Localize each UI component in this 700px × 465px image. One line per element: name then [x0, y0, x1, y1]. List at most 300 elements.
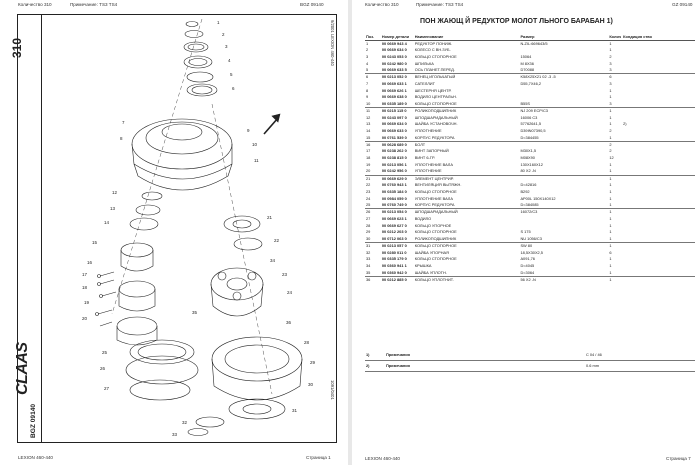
- parts-cell-size: 56 X2 -N: [519, 276, 608, 283]
- parts-cell-pos: 14: [366, 128, 371, 134]
- parts-cell-note: [622, 168, 695, 175]
- side-code-bottom: 1091/0401: [330, 380, 335, 400]
- parts-cell-size: B55S: [520, 100, 530, 106]
- parts-cell-name: ВОДИЛО ЦЕНТРАЛЬН.: [414, 94, 457, 100]
- parts-cell-note: [622, 209, 695, 216]
- callout-number: 32: [182, 420, 188, 425]
- parts-cell-number: 00 0669 623 1: [381, 215, 407, 221]
- parts-cell-name: САТЕЛЛИТ: [414, 80, 435, 86]
- parts-cell-note: [622, 128, 695, 135]
- part-planet-carrier: [211, 268, 263, 300]
- parts-cell-pos: 13: [366, 121, 371, 127]
- parts-cell-pos: 16: [365, 141, 381, 148]
- parts-cell-name: ВИНТ ЗАПОРНЫЙ: [414, 148, 449, 154]
- note-row: [365, 360, 695, 371]
- callout-number: 4: [228, 58, 231, 63]
- callout-number: 16: [87, 260, 93, 265]
- parts-cell-size: [519, 216, 608, 223]
- parts-row: [365, 249, 695, 256]
- parts-cell-qty: 1: [609, 134, 612, 140]
- parts-cell-note: [622, 67, 695, 74]
- callout-number: 29: [310, 360, 316, 365]
- parts-cell-size: [519, 175, 608, 182]
- callout-number: 3: [225, 44, 228, 49]
- part-gear-ring: [117, 317, 157, 335]
- callout-number: 17: [82, 272, 88, 277]
- parts-cell-number: 00 0280 011 0: [381, 249, 407, 255]
- parts-cell-number: 00 0213 054 0: [381, 209, 414, 216]
- parts-cell-number: 00 0712 063 0: [381, 235, 407, 241]
- parts-cell-pos: 17: [366, 148, 371, 154]
- parts-cell-note: [622, 47, 695, 54]
- parts-cell-note: [622, 222, 695, 229]
- parts-cell-pos: 25: [366, 202, 371, 208]
- parts-cell-note: [622, 108, 695, 115]
- parts-cell-number: 00 0215 115 0: [381, 108, 414, 115]
- parts-row: [365, 189, 695, 196]
- callout-number: 26: [100, 366, 106, 371]
- parts-row: [365, 54, 695, 61]
- parts-cell-name: УПЛОТНЕНИЕ ВАЛА: [414, 195, 453, 201]
- parts-cell-note: [622, 74, 695, 81]
- parts-row: [365, 222, 695, 229]
- col-number: Номер детали: [381, 30, 414, 40]
- parts-cell-size: D=4045: [520, 263, 535, 269]
- parts-cell-pos: 31: [365, 243, 381, 250]
- parts-row: [365, 135, 695, 142]
- parts-cell-number: 00 0669 634 0: [381, 47, 407, 53]
- parts-row: [365, 128, 695, 135]
- callout-number: 13: [110, 206, 116, 211]
- parts-cell-qty: 1: [609, 256, 612, 262]
- parts-cell-pos: 11: [365, 108, 381, 115]
- parts-cell-pos: 32: [366, 249, 371, 255]
- parts-row: [365, 47, 695, 54]
- parts-cell-pos: 8: [366, 87, 369, 93]
- parts-cell-pos: 33: [366, 256, 371, 262]
- parts-cell-note: [622, 141, 695, 148]
- parts-cell-name: ШАЙБА УПЛОТН.: [414, 269, 447, 275]
- parts-cell-note: [622, 236, 695, 243]
- parts-cell-size: 16072/C3: [519, 209, 608, 216]
- parts-cell-size: 130X160X12: [520, 161, 543, 167]
- callout-number: 21: [267, 215, 273, 220]
- parts-cell-qty: 1: [609, 269, 612, 275]
- parts-cell-note: [622, 263, 695, 270]
- part-seal: [185, 31, 203, 38]
- parts-cell-pos: 10: [366, 100, 371, 106]
- footer-model: LEXION 460-440: [18, 455, 53, 460]
- parts-cell-pos: 27: [366, 215, 371, 221]
- parts-cell-qty: 1: [608, 243, 622, 250]
- parts-cell-pos: 23: [366, 188, 371, 194]
- callout-number: 27: [104, 386, 110, 391]
- parts-cell-size: A091,76: [520, 256, 535, 262]
- parts-cell-qty: 1: [609, 202, 612, 208]
- col-qty: Колич: [608, 30, 622, 40]
- note-value: C 04 / 46: [585, 349, 695, 360]
- parts-row: [365, 60, 695, 67]
- parts-cell-name: БОЛТ: [414, 141, 520, 148]
- parts-cell-pos: 36: [365, 276, 381, 283]
- parts-cell-qty: 1: [608, 108, 622, 115]
- parts-cell-pos: 30: [366, 235, 371, 241]
- parts-cell-pos: 22: [366, 182, 371, 188]
- footer-page: Страница 7: [666, 456, 691, 461]
- parts-cell-number: 00 0669 634 0: [381, 121, 407, 127]
- parts-cell-size: AP00L 150X140X12: [520, 195, 556, 201]
- parts-cell-name: ШЕСТЕРНЯ ЦЕНТР.: [414, 87, 452, 93]
- parts-cell-name: КОЛЬЦО УПЛОТНИТ.: [414, 276, 520, 283]
- parts-cell-number: 00 0335 189 0: [381, 100, 407, 106]
- parts-row: [365, 270, 695, 277]
- parts-cell-name: ОСЬ ПЛАНЕТ.ПЕРЕД.: [414, 67, 455, 73]
- part-planet-gear: [121, 243, 153, 257]
- callout-number: 31: [292, 408, 298, 413]
- callout-number: 36: [286, 320, 292, 325]
- callout-number: 20: [82, 316, 88, 321]
- parts-row: [365, 81, 695, 88]
- parts-cell-number: 00 0984 059 0: [381, 195, 407, 201]
- parts-cell-size: D=384085: [520, 202, 539, 208]
- parts-row: [365, 168, 695, 175]
- parts-cell-qty: 1: [609, 188, 612, 194]
- part-cover: [229, 399, 285, 419]
- parts-row: [365, 87, 695, 94]
- parts-cell-size: D55,7X46,2: [520, 80, 542, 86]
- parts-cell-note: [622, 40, 695, 47]
- parts-cell-number: 00 0669 633 0: [381, 128, 407, 134]
- parts-cell-number: 00 0238 262 0: [381, 148, 407, 154]
- parts-row: [365, 256, 695, 263]
- parts-row: [365, 155, 695, 162]
- parts-cell-pos: 20: [366, 168, 371, 174]
- col-note: Кондиция ство: [622, 30, 695, 40]
- header-code: GZ 09140: [672, 2, 693, 7]
- parts-cell-number: 00 0243 097 0: [381, 114, 407, 120]
- parts-cell-note: [622, 202, 695, 209]
- parts-cell-qty: 1: [609, 182, 612, 188]
- parts-cell-size: [519, 222, 608, 229]
- parts-cell-qty: 1: [608, 276, 622, 283]
- parts-cell-number: 00 0669 943 4: [381, 40, 407, 46]
- parts-cell-size: 15064: [520, 53, 532, 59]
- parts-cell-number: 00 0360 942 0: [381, 269, 407, 275]
- parts-cell-size: 80 X2 -N: [520, 168, 536, 174]
- parts-cell-qty: 3: [609, 60, 612, 66]
- note-value: 0.6 mm: [585, 360, 695, 371]
- parts-cell-number: 00 0243 053 0: [381, 53, 407, 59]
- parts-cell-number: 00 0238 815 0: [381, 155, 407, 161]
- parts-cell-name: КОЛЕСО С ВН.ЗУБ.: [414, 47, 451, 53]
- parts-cell-size: 18,5X30X2,5: [520, 249, 543, 255]
- parts-cell-qty: 12: [609, 155, 614, 161]
- parts-table-header: [365, 30, 695, 40]
- parts-cell-number: 00 0669 633 5: [381, 67, 407, 73]
- parts-cell-qty: 1: [609, 222, 612, 228]
- parts-cell-pos: 19: [366, 161, 371, 167]
- parts-cell-pos: 29: [366, 229, 371, 235]
- parts-cell-number: 00 0669 633 1: [381, 80, 407, 86]
- parts-cell-pos: 6: [365, 74, 381, 81]
- parts-row: [365, 229, 695, 236]
- footer-model: LEXION 460-440: [365, 456, 400, 461]
- parts-row: [365, 148, 695, 155]
- parts-cell-name: РОЛИКОПОДШИПНИК: [414, 235, 457, 241]
- parts-row: [365, 263, 695, 270]
- parts-cell-note: [622, 216, 695, 223]
- claas-logo: CLAAS: [14, 342, 31, 395]
- parts-cell-note: [622, 114, 695, 121]
- parts-cell-note: [622, 101, 695, 108]
- callout-number: 5: [230, 72, 233, 77]
- parts-cell-pos: 3: [366, 53, 369, 59]
- parts-cell-pos: 18: [366, 155, 371, 161]
- part-lower-housing: [212, 337, 302, 381]
- parts-cell-note: [622, 276, 695, 283]
- parts-cell-qty: 3: [609, 100, 612, 106]
- parts-cell-qty: 1: [609, 168, 612, 174]
- side-code-top: 9/2001 LEXION 460-440: [330, 20, 335, 66]
- callout-number: 10: [252, 142, 258, 147]
- parts-row: [365, 121, 695, 128]
- callout-number: 30: [308, 382, 314, 387]
- parts-cell-name: КОЛЬЦО СТОПОРНОЕ: [414, 53, 457, 59]
- parts-cell-number: 00 0761 539 0: [381, 134, 407, 140]
- parts-cell-note: [622, 94, 695, 101]
- parts-cell-size: NU 1056/C3: [520, 235, 542, 241]
- part-bearing: [184, 56, 212, 68]
- callout-number: 8: [120, 136, 123, 141]
- parts-cell-pos: 7: [366, 80, 369, 86]
- parts-cell-size: [519, 47, 608, 54]
- model-code: BGZ 09140: [30, 403, 37, 438]
- parts-cell-name: ШАЙБА УСТАНОВОЧН.: [414, 121, 458, 127]
- parts-cell-qty: 2: [609, 148, 612, 154]
- parts-row: [365, 243, 695, 250]
- callout-number: 1: [217, 20, 220, 25]
- parts-cell-number: 00 0213 056 1: [381, 161, 407, 167]
- parts-cell-qty: 1: [609, 87, 612, 93]
- parts-cell-pos: 1: [366, 40, 369, 46]
- parts-cell-size: 16006 C3: [520, 114, 538, 120]
- parts-cell-qty: 2: [609, 53, 612, 59]
- header-quantity: Количество 310: [18, 2, 52, 7]
- parts-table: [365, 30, 695, 283]
- parts-cell-name: ШАЙБА УПОРНАЯ: [414, 249, 449, 255]
- part-upper-housing: [132, 119, 232, 169]
- parts-cell-number: 00 0212 885 0: [381, 276, 414, 283]
- left-page: [0, 0, 348, 465]
- parts-cell-number: 00 0213 057 0: [381, 243, 414, 250]
- parts-cell-note: [622, 229, 695, 236]
- parts-cell-note: 2): [623, 121, 627, 127]
- parts-cell-size: M30X1,5: [520, 148, 537, 154]
- parts-cell-note: [622, 135, 695, 142]
- parts-row: [365, 40, 695, 47]
- parts-cell-number: 00 0669 627 0: [381, 222, 407, 228]
- parts-cell-size: M 8X36: [520, 60, 534, 66]
- parts-row: [365, 141, 695, 148]
- part-snap-ring: [187, 72, 213, 82]
- parts-cell-qty: 1: [609, 195, 612, 201]
- parts-row: [365, 195, 695, 202]
- callout-number: 7: [122, 120, 125, 125]
- parts-cell-number: 00 0628 689 0: [381, 141, 414, 148]
- parts-cell-name: ВЕНТИЛЯЦИЯ ВЫТЯЖН.: [414, 182, 462, 188]
- note-label: Примечания: [385, 349, 585, 360]
- parts-cell-name: УПЛОТНЕНИЕ ВАЛА: [414, 161, 453, 167]
- parts-cell-qty: 1: [609, 161, 612, 167]
- parts-row: [365, 209, 695, 216]
- parts-cell-number: 00 0760 749 0: [381, 202, 407, 208]
- parts-cell-pos: 2: [366, 47, 369, 53]
- parts-row: [365, 216, 695, 223]
- parts-cell-qty: 1: [609, 263, 612, 269]
- col-name: Наименование: [414, 30, 520, 40]
- parts-cell-number: 00 0242 980 0: [381, 60, 407, 66]
- parts-cell-name: ШПИЛЬКА: [414, 60, 434, 66]
- parts-cell-qty: 1: [608, 175, 622, 182]
- parts-cell-size: D=3064: [520, 269, 535, 275]
- parts-row: [365, 175, 695, 182]
- parts-cell-qty: 6: [608, 74, 622, 81]
- parts-cell-note: [622, 256, 695, 263]
- parts-cell-size: D=42816: [520, 182, 537, 188]
- parts-row: [365, 108, 695, 115]
- parts-cell-qty: 1: [609, 229, 612, 235]
- header-code: BGZ 09140: [300, 2, 324, 7]
- parts-cell-size: M08X90: [520, 155, 535, 161]
- parts-cell-size: [519, 94, 608, 101]
- parts-cell-pos: 4: [366, 60, 369, 66]
- parts-cell-qty: 3: [609, 67, 612, 73]
- part-washer-mid: [142, 192, 162, 200]
- page-title: ПОН ЖАЮЩ Й РЕДУКТОР МОЛОТ ЛЬНОГО БАРАБАН 1): [420, 18, 613, 25]
- parts-cell-name: РОЛИКОПОДШИПНИК: [414, 108, 520, 115]
- parts-cell-qty: 1: [609, 114, 612, 120]
- parts-cell-qty: 2: [608, 141, 622, 148]
- parts-cell-size: SW 80: [519, 243, 608, 250]
- parts-cell-name: КОРПУС РЕДУКТОРА: [414, 134, 455, 140]
- parts-cell-size: S 175: [520, 229, 531, 235]
- parts-cell-note: [622, 195, 695, 202]
- parts-cell-number: 00 0669 638 0: [381, 94, 407, 100]
- parts-cell-name: УПЛОТНЕНИЕ: [414, 168, 442, 174]
- parts-cell-name: КОЛЬЦО СТОПОРНОЕ: [414, 188, 457, 194]
- parts-cell-size: K58X25X21 02 -3 -5: [519, 74, 608, 81]
- parts-cell-note: [622, 87, 695, 94]
- parts-cell-name: ВЕНЕЦ ИГОЛЬЧАТЫЙ: [414, 74, 520, 81]
- parts-cell-pos: 15: [366, 134, 371, 140]
- parts-cell-pos: 28: [366, 222, 371, 228]
- header-note: Примечание: TS3 TS4: [70, 2, 118, 7]
- parts-cell-note: [622, 243, 695, 250]
- note-row: [365, 349, 695, 360]
- parts-cell-note: [622, 81, 695, 88]
- parts-row: [365, 182, 695, 189]
- parts-cell-pos: 24: [366, 195, 371, 201]
- parts-cell-qty: 1: [609, 215, 612, 221]
- parts-cell-qty: 6: [609, 249, 612, 255]
- parts-cell-number: 00 0760 943 1: [381, 182, 407, 188]
- part-flange: [224, 216, 260, 232]
- parts-cell-note: [622, 175, 695, 182]
- parts-cell-name: КОЛЬЦО СТОПОРНОЕ: [414, 243, 520, 250]
- callout-number: 12: [112, 190, 118, 195]
- exploded-view-diagram: [42, 14, 332, 443]
- note-id: 1): [365, 349, 385, 360]
- parts-cell-note: [622, 270, 695, 277]
- callout-number: 35: [192, 310, 198, 315]
- parts-cell-size: N-ZIL:669643/5: [520, 40, 548, 46]
- callout-number: 23: [282, 272, 288, 277]
- callout-number: 22: [274, 238, 280, 243]
- note-id: 2): [365, 360, 385, 371]
- parts-cell-size: NJ 209 ECP/C3: [519, 108, 608, 115]
- parts-cell-pos: 9: [366, 94, 369, 100]
- col-size: Размер: [519, 30, 608, 40]
- parts-cell-pos: 21: [365, 175, 381, 182]
- header-note: Примечание: TS3 TS4: [416, 2, 464, 7]
- parts-row: [365, 236, 695, 243]
- callout-number: 19: [84, 300, 90, 305]
- parts-row: [365, 101, 695, 108]
- callout-number: 2: [222, 32, 225, 37]
- parts-cell-name: ЭЛЕМЕНТ ЦЕНТРИР.: [414, 175, 520, 182]
- parts-cell-note: [622, 189, 695, 196]
- parts-row: [365, 74, 695, 81]
- parts-cell-note: [622, 148, 695, 155]
- parts-row: [365, 114, 695, 121]
- callout-number: 24: [287, 290, 293, 295]
- callout-number: 14: [104, 220, 110, 225]
- parts-cell-qty: 1: [609, 235, 612, 241]
- parts-cell-note: [622, 249, 695, 256]
- callout-number: 15: [92, 240, 98, 245]
- callout-number: 18: [82, 285, 88, 290]
- parts-cell-note: [622, 155, 695, 162]
- parts-cell-qty: 3: [609, 80, 612, 86]
- callout-number: 28: [304, 340, 310, 345]
- parts-cell-note: [622, 162, 695, 169]
- section-number: 310: [10, 37, 24, 58]
- footer-page: Страница 1: [306, 455, 331, 460]
- parts-cell-name: КРЫШКА: [414, 263, 432, 269]
- callout-number: 11: [254, 158, 259, 163]
- parts-cell-name: КОРПУС РЕДУКТОРА: [414, 202, 455, 208]
- parts-cell-qty: 1: [609, 94, 612, 100]
- parts-cell-size: [519, 87, 608, 94]
- parts-cell-name: УПЛОТНЕНИЕ: [414, 128, 442, 134]
- part-central-gear: [119, 281, 155, 297]
- parts-cell-qty: 1: [609, 121, 612, 127]
- parts-cell-name: ВОДИЛО: [414, 215, 432, 221]
- parts-cell-name: КОЛЬЦО СТОПОРНОЕ: [414, 100, 457, 106]
- callout-number: 34: [270, 258, 276, 263]
- parts-cell-size: D39IN07390,5: [520, 128, 546, 134]
- parts-row: [365, 276, 695, 283]
- parts-cell-qty: 1: [609, 40, 612, 46]
- parts-cell-pos: 35: [366, 269, 371, 275]
- parts-row: [365, 202, 695, 209]
- callout-number: 33: [172, 432, 178, 437]
- parts-row: [365, 94, 695, 101]
- parts-cell-number: 00 0212 203 0: [381, 229, 407, 235]
- parts-cell-pos: 34: [366, 263, 371, 269]
- parts-cell-name: РЕДУКТОР ПОНИЖ.: [414, 40, 453, 46]
- parts-cell-name: КОЛЬЦО СТОПОРНОЕ: [414, 229, 457, 235]
